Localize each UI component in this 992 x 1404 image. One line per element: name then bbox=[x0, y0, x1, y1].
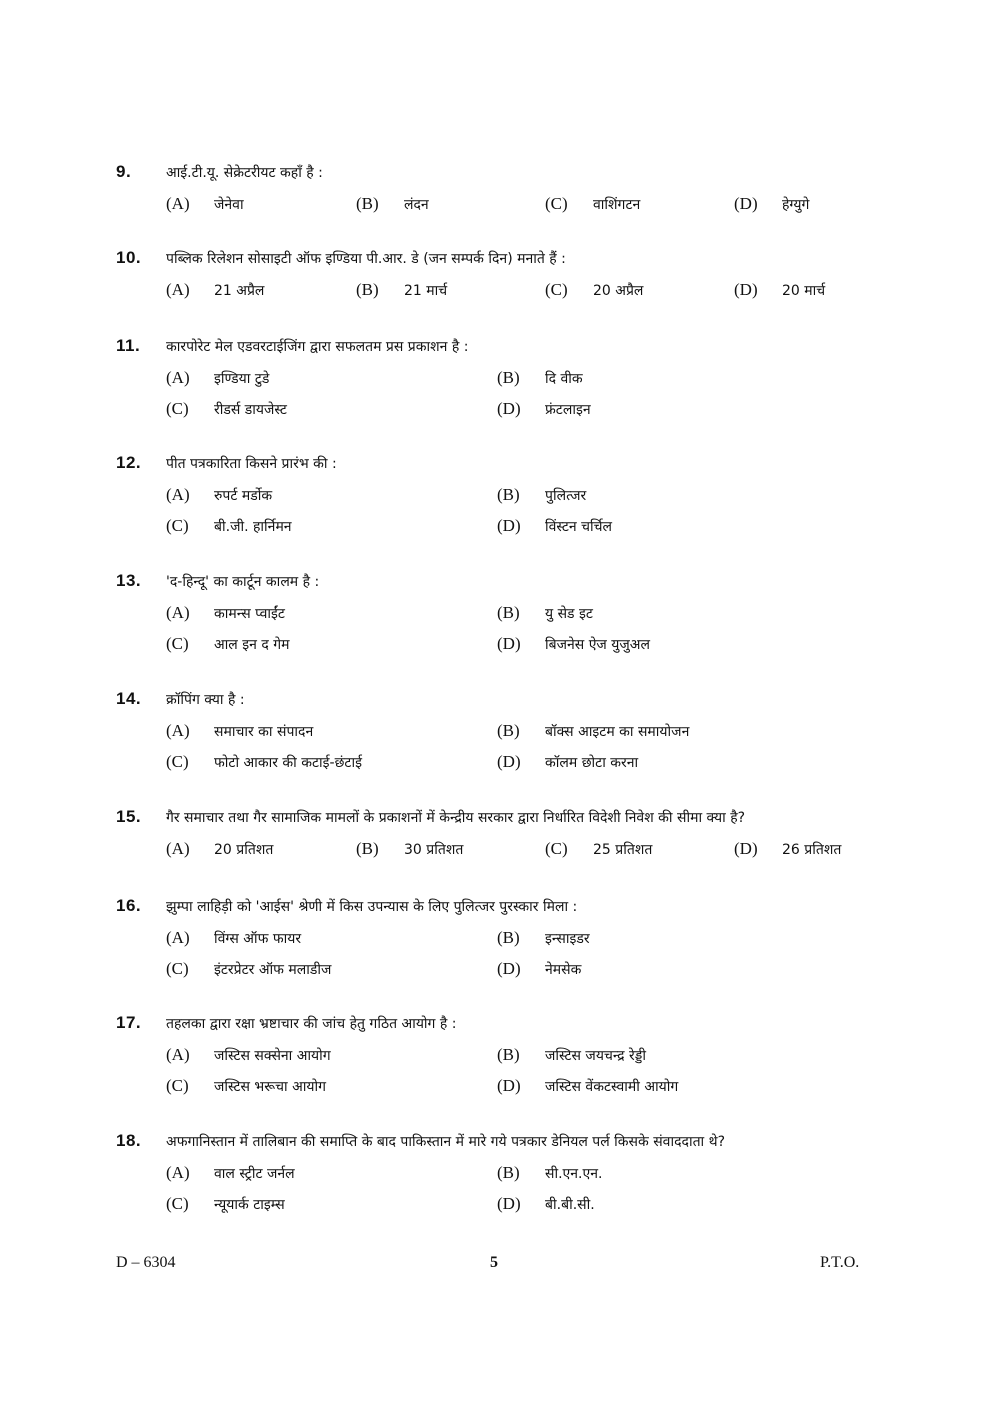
option-label: (A) bbox=[166, 194, 190, 213]
option-text: दि वीक bbox=[545, 371, 583, 387]
option-text: जस्टिस वेंकटस्वामी आयोग bbox=[545, 1079, 679, 1095]
option-label: (D) bbox=[734, 839, 758, 858]
option-text: जस्टिस भरूचा आयोग bbox=[214, 1079, 327, 1095]
option-label: (C) bbox=[166, 516, 189, 535]
option-text: कामन्स प्वाईंट bbox=[214, 606, 285, 622]
option-text: 21 अप्रैल bbox=[214, 283, 265, 299]
option-label: (A) bbox=[166, 280, 190, 299]
option-label: (B) bbox=[356, 839, 379, 858]
option-label: (C) bbox=[545, 839, 568, 858]
option-label: (B) bbox=[497, 1163, 520, 1182]
page-number: 5 bbox=[490, 1254, 498, 1271]
option-text: विंग्स ऑफ फायर bbox=[214, 931, 302, 947]
question-text: कारपोरेट मेल एडवरटाईजिंग द्वारा सफलतम प्रस प्रकाशन है : bbox=[166, 339, 469, 355]
question-number: 14. bbox=[116, 689, 142, 708]
option-text: नेमसेक bbox=[545, 962, 582, 978]
option-text: यु सेड इट bbox=[545, 606, 593, 622]
option-text: फोटो आकार की कटाई-छंटाई bbox=[214, 755, 362, 771]
option-label: (C) bbox=[166, 1076, 189, 1095]
option-text: बी.बी.सी. bbox=[545, 1197, 595, 1213]
question-text: अफगानिस्तान में तालिबान की समाप्ति के बाद पाकिस्तान में मारे गये पत्रकार डेनियल पर्ल किसके संवाददाता थे? bbox=[166, 1134, 726, 1150]
option-text: रुपर्ट मर्डोक bbox=[214, 488, 273, 504]
question-text: पीत पत्रकारिता किसने प्रारंभ की : bbox=[166, 456, 337, 472]
option-text: जस्टिस जयचन्द्र रेड्डी bbox=[545, 1048, 646, 1064]
question-line bbox=[0, 689, 992, 715]
question-number: 15. bbox=[116, 807, 142, 826]
option-text: वाल स्ट्रीट जर्नल bbox=[214, 1166, 295, 1182]
option-label: (C) bbox=[166, 752, 189, 771]
question-line bbox=[0, 1131, 992, 1157]
option-text: कॉलम छोटा करना bbox=[545, 755, 639, 771]
option-label: (B) bbox=[356, 194, 379, 213]
option-label: (D) bbox=[734, 280, 758, 299]
option-text: विंस्टन चर्चिल bbox=[545, 519, 613, 535]
option-label: (A) bbox=[166, 485, 190, 504]
option-label: (C) bbox=[545, 194, 568, 213]
question-line bbox=[0, 807, 992, 833]
option-text: 20 मार्च bbox=[782, 283, 826, 299]
option-text: बॉक्स आइटम का समायोजन bbox=[545, 724, 690, 740]
option-label: (B) bbox=[497, 928, 520, 947]
question-text: तहलका द्वारा रक्षा भ्रष्टाचार की जांच हेतु गठित आयोग है : bbox=[166, 1016, 457, 1032]
option-label: (C) bbox=[166, 399, 189, 418]
option-text: इन्साइडर bbox=[545, 931, 590, 947]
option-text: 20 प्रतिशत bbox=[214, 842, 274, 858]
option-text: फ्रंटलाइन bbox=[545, 402, 591, 418]
question-number: 18. bbox=[116, 1131, 142, 1150]
question-line bbox=[0, 336, 992, 362]
option-label: (C) bbox=[166, 1194, 189, 1213]
please-turn-over: P.T.O. bbox=[820, 1254, 860, 1271]
question-number: 16. bbox=[116, 896, 142, 915]
option-label: (A) bbox=[166, 1045, 190, 1064]
option-label: (A) bbox=[166, 839, 190, 858]
option-label: (C) bbox=[166, 959, 189, 978]
option-label: (D) bbox=[497, 752, 521, 771]
option-label: (D) bbox=[497, 959, 521, 978]
question-text: 'द-हिन्दू' का कार्टून कालम है : bbox=[166, 574, 320, 590]
question-line bbox=[0, 248, 992, 274]
option-text: 21 मार्च bbox=[404, 283, 448, 299]
question-text: आई.टी.यू. सेक्रेटरीयट कहाँ है : bbox=[166, 165, 323, 181]
question-number: 12. bbox=[116, 453, 142, 472]
question-text: गैर समाचार तथा गैर सामाजिक मामलों के प्रकाशनों में केन्द्रीय सरकार द्वारा निर्धारित विदेशी निवेश की सीमा क्या है? bbox=[166, 810, 746, 826]
question-number: 13. bbox=[116, 571, 142, 590]
question-text: झुम्पा लाहिड़ी को 'आईस' श्रेणी में किस उपन्यास के लिए पुलित्जर पुरस्कार मिला : bbox=[166, 899, 578, 915]
option-label: (D) bbox=[497, 516, 521, 535]
option-text: इण्डिया टुडे bbox=[214, 371, 270, 387]
option-label: (D) bbox=[497, 1076, 521, 1095]
option-text: बी.जी. हार्निमन bbox=[214, 519, 292, 535]
option-label: (B) bbox=[497, 721, 520, 740]
option-text: लंदन bbox=[404, 197, 429, 213]
option-label: (D) bbox=[734, 194, 758, 213]
question-text: पब्लिक रिलेशन सोसाइटी ऑफ इण्डिया पी.आर. डे (जन सम्पर्क दिन) मनाते हैं : bbox=[166, 251, 566, 267]
option-label: (B) bbox=[497, 368, 520, 387]
question-line bbox=[0, 571, 992, 597]
option-text: बिजनेस ऐज युजुअल bbox=[545, 637, 650, 653]
option-text: समाचार का संपादन bbox=[214, 724, 314, 740]
option-label: (A) bbox=[166, 603, 190, 622]
option-label: (A) bbox=[166, 928, 190, 947]
option-label: (C) bbox=[166, 634, 189, 653]
question-text: क्रॉपिंग क्या है : bbox=[166, 692, 245, 708]
option-label: (D) bbox=[497, 399, 521, 418]
option-text: आल इन द गेम bbox=[214, 637, 290, 653]
option-label: (A) bbox=[166, 368, 190, 387]
option-text: 25 प्रतिशत bbox=[593, 842, 653, 858]
paper-code: D – 6304 bbox=[116, 1254, 176, 1271]
option-text: हेग्युगे bbox=[782, 197, 810, 213]
option-label: (B) bbox=[497, 603, 520, 622]
option-text: जेनेवा bbox=[214, 197, 244, 213]
option-label: (B) bbox=[497, 485, 520, 504]
option-text: सी.एन.एन. bbox=[545, 1166, 603, 1182]
option-text: 20 अप्रैल bbox=[593, 283, 644, 299]
option-label: (A) bbox=[166, 721, 190, 740]
question-number: 11. bbox=[116, 336, 141, 355]
option-label: (B) bbox=[356, 280, 379, 299]
question-number: 17. bbox=[116, 1013, 142, 1032]
question-line bbox=[0, 453, 992, 479]
question-number: 9. bbox=[116, 162, 132, 181]
question-number: 10. bbox=[116, 248, 142, 267]
option-text: पुलित्जर bbox=[545, 488, 587, 504]
option-text: जस्टिस सक्सेना आयोग bbox=[214, 1048, 331, 1064]
option-text: इंटरप्रेटर ऑफ मलाडीज bbox=[214, 962, 332, 978]
question-line bbox=[0, 1013, 992, 1039]
option-text: वाशिंगटन bbox=[593, 197, 641, 213]
option-text: रीडर्स डायजेस्ट bbox=[214, 402, 287, 418]
option-label: (C) bbox=[545, 280, 568, 299]
option-label: (A) bbox=[166, 1163, 190, 1182]
option-label: (D) bbox=[497, 1194, 521, 1213]
question-line bbox=[0, 162, 992, 188]
option-text: 30 प्रतिशत bbox=[404, 842, 464, 858]
option-label: (B) bbox=[497, 1045, 520, 1064]
option-label: (D) bbox=[497, 634, 521, 653]
question-line bbox=[0, 896, 992, 922]
option-text: 26 प्रतिशत bbox=[782, 842, 842, 858]
option-text: न्यूयार्क टाइम्स bbox=[214, 1197, 285, 1213]
